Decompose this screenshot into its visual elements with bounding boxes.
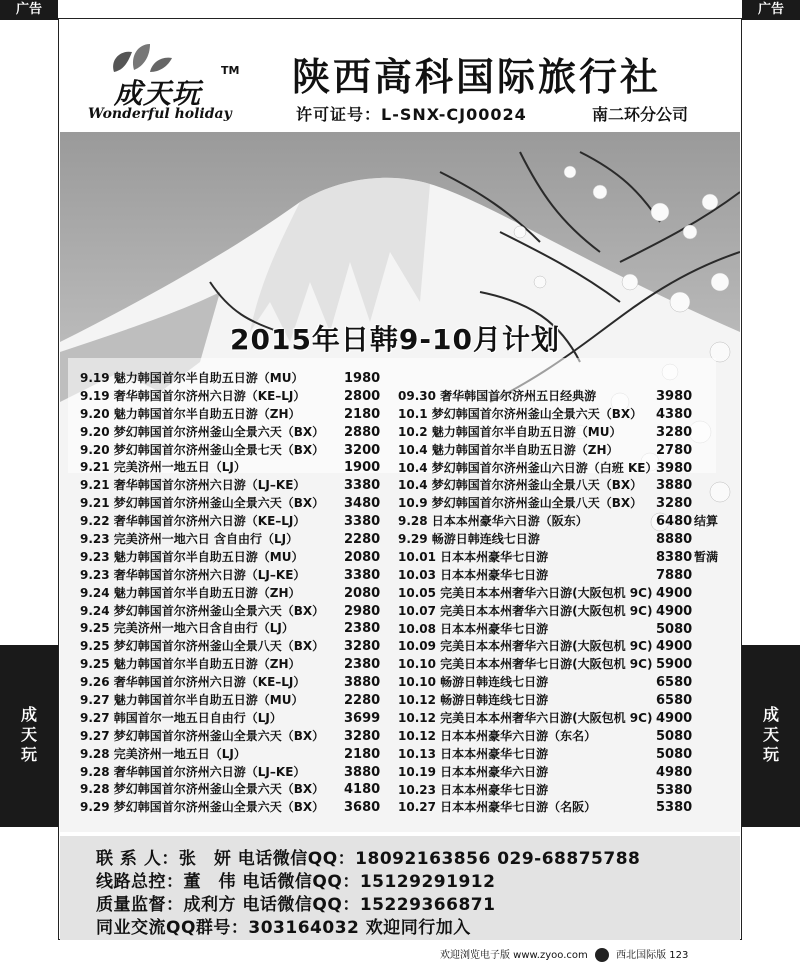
schedule-title: 2015年日韩9-10月计划 [230, 323, 560, 356]
logo-brand: 成天玩 [114, 77, 202, 110]
trip-row [398, 549, 718, 567]
trip-price: 3680 [344, 800, 381, 816]
trip-price: 8380 [656, 550, 693, 566]
trip-price: 3200 [344, 442, 381, 458]
trip-price: 2080 [344, 585, 381, 601]
trip-name: 10.4 梦幻韩国首尔济州釜山六日游（白班 KE） [398, 460, 658, 475]
trip-price: 3280 [656, 424, 693, 440]
trip-row [398, 728, 718, 746]
footer-page-label: 西北国际版 123 [616, 950, 689, 961]
trip-row [80, 495, 396, 513]
trip-name: 9.29 梦幻韩国首尔济州釜山全景六天（BX） [80, 800, 325, 815]
contact-box [60, 836, 740, 940]
trip-price: 5080 [656, 728, 693, 744]
trip-price: 3380 [344, 567, 381, 583]
trip-price: 8880 [656, 532, 693, 548]
agency-name: 陕西高科国际旅行社 [292, 55, 662, 99]
logo [84, 42, 254, 142]
trip-name: 9.24 梦幻韩国首尔济州釜山全景六天（BX） [80, 603, 325, 618]
trip-row [80, 585, 396, 603]
trip-price: 6580 [656, 693, 693, 709]
logo-slogan: Wonderful holiday [88, 106, 232, 122]
trip-row [80, 674, 396, 692]
trip-name: 10.12 畅游日韩连线七日游 [398, 693, 549, 708]
trip-price: 1900 [344, 460, 381, 476]
trip-name: 9.19 奢华韩国首尔济州六日游（KE–LJ） [80, 388, 306, 403]
trip-row [80, 459, 396, 477]
trip-price: 2800 [344, 388, 381, 404]
trip-row [398, 585, 718, 603]
contact-line-quality: 质量监督：成利方 电话微信QQ：15229366871 [96, 895, 496, 915]
trip-name: 10.03 日本本州豪华七日游 [398, 567, 549, 582]
trip-price: 3980 [656, 460, 693, 476]
trip-name: 9.27 魅力韩国首尔半自助五日游（MU） [80, 693, 304, 708]
trip-list-left [80, 370, 396, 817]
trip-name: 9.29 畅游日韩连线七日游 [398, 532, 540, 547]
trip-row [398, 764, 718, 782]
trip-row [80, 513, 396, 531]
trip-row [398, 638, 718, 656]
trip-price: 1980 [344, 371, 381, 386]
trip-price: 6580 [656, 675, 693, 691]
trip-price: 2380 [344, 621, 381, 637]
ad-corner-label-left: 广告 [0, 0, 58, 20]
trip-name: 9.25 魅力韩国首尔半自助五日游（ZH） [80, 657, 301, 672]
trip-name: 9.24 魅力韩国首尔半自助五日游（ZH） [80, 585, 301, 600]
trip-row [80, 406, 396, 424]
trip-price: 4900 [656, 639, 693, 655]
trip-price: 5380 [656, 800, 693, 816]
trip-price: 3380 [344, 514, 381, 530]
trip-price: 4900 [656, 603, 693, 619]
trip-price: 7880 [656, 567, 693, 583]
trip-name: 9.28 完美济州一地五日（LJ） [80, 746, 246, 761]
trip-row [398, 388, 718, 406]
trip-row [398, 656, 718, 674]
header [60, 20, 740, 132]
trip-price: 3480 [344, 496, 381, 512]
trip-row [398, 692, 718, 710]
trip-row [80, 799, 396, 817]
trip-price: 5080 [656, 621, 693, 637]
contact-line-qq-group: 同业交流QQ群号：303164032 欢迎同行加入 [96, 918, 471, 938]
trip-name: 9.28 日本本州豪华六日游（阪东） [398, 514, 588, 529]
trip-name: 9.27 韩国首尔一地五日自由行（LJ） [80, 710, 282, 725]
trip-row [80, 388, 396, 406]
trip-name: 9.20 梦幻韩国首尔济州釜山全景七天（BX） [80, 442, 325, 457]
trip-name: 10.10 畅游日韩连线七日游 [398, 675, 549, 690]
trip-name: 9.25 完美济州一地六日含自由行（LJ） [80, 621, 294, 636]
trip-row [398, 513, 718, 531]
trip-row [80, 781, 396, 799]
trip-row [398, 567, 718, 585]
trip-price: 2780 [656, 442, 693, 458]
license-number: 许可证号：L-SNX-CJ00024 [296, 105, 527, 124]
trip-price: 4900 [656, 585, 693, 601]
trip-row [398, 782, 718, 800]
ad-corner-label-right: 广告 [742, 0, 800, 20]
trip-name: 10.9 梦幻韩国首尔济州釜山全景八天（BX） [398, 496, 643, 511]
trip-row [398, 406, 718, 424]
trip-row [80, 710, 396, 728]
trip-name: 09.30 奢华韩国首尔济州五日经典游 [398, 389, 597, 403]
trip-name: 9.23 奢华韩国首尔济州六日游（LJ–KE） [80, 567, 306, 582]
trip-price: 2080 [344, 549, 381, 565]
trip-name: 10.27 日本本州豪华七日游（名阪） [398, 800, 597, 815]
trip-name: 10.08 日本本州豪华七日游 [398, 621, 549, 636]
trip-name: 10.1 梦幻韩国首尔济州釜山全景六天（BX） [398, 406, 643, 421]
trip-price: 3980 [656, 389, 693, 404]
trip-price: 4380 [656, 406, 693, 422]
trip-list-right [398, 388, 718, 817]
trip-row [80, 442, 396, 460]
trip-price: 2280 [344, 693, 381, 709]
trip-row [398, 603, 718, 621]
trip-row [398, 460, 718, 478]
side-banner-left [0, 645, 58, 827]
footer [440, 946, 688, 962]
trip-row [398, 621, 718, 639]
trip-name: 10.13 日本本州豪华七日游 [398, 746, 549, 761]
trip-row [398, 799, 718, 817]
trip-name: 10.10 完美日本本州奢华七日游(大阪包机 9C) [398, 657, 653, 672]
trip-name: 10.2 魅力韩国首尔半自助五日游（MU） [398, 424, 622, 439]
trip-price: 2180 [344, 746, 381, 762]
trip-name: 10.19 日本本州豪华六日游 [398, 764, 549, 779]
side-banner-right [742, 645, 800, 827]
trip-row [80, 531, 396, 549]
trip-status-note: 结算 [694, 514, 719, 529]
trip-price: 2180 [344, 406, 381, 422]
contact-line-route-manager: 线路总控：董 伟 电话微信QQ：15129291912 [96, 872, 496, 892]
trip-name: 9.19 魅力韩国首尔半自助五日游（MU） [80, 371, 304, 385]
trip-price: 5900 [656, 657, 693, 673]
trip-name: 9.21 奢华韩国首尔济州六日游（LJ–KE） [80, 478, 306, 493]
trip-name: 10.05 完美日本本州奢华六日游(大阪包机 9C) [398, 585, 653, 600]
trip-row [80, 692, 396, 710]
trip-price: 3280 [344, 639, 381, 655]
trip-price: 3280 [656, 496, 693, 512]
trip-row [398, 495, 718, 513]
trip-name: 10.12 完美日本本州奢华六日游(大阪包机 9C) [398, 711, 653, 726]
trip-row [398, 424, 718, 442]
trip-name: 10.4 魅力韩国首尔半自助五日游（ZH） [398, 442, 619, 457]
trip-status-note: 暂满 [694, 550, 719, 565]
trip-row [398, 746, 718, 764]
trip-name: 9.23 完美济州一地六日 含自由行（LJ） [80, 532, 299, 547]
trip-row [80, 656, 396, 674]
trip-row [398, 477, 718, 495]
trip-price: 3380 [344, 478, 381, 494]
trip-name: 10.23 日本本州豪华七日游 [398, 782, 549, 797]
trip-price: 5080 [656, 746, 693, 762]
trip-price: 6480 [656, 514, 693, 530]
trip-price: 2880 [344, 424, 381, 440]
trip-price: 3280 [344, 728, 381, 744]
branch-name: 南二环分公司 [592, 105, 689, 124]
trip-price: 3880 [656, 478, 693, 494]
trip-name: 9.27 梦幻韩国首尔济州釜山全景六天（BX） [80, 728, 325, 743]
trip-row [80, 370, 396, 388]
trip-name: 9.20 梦幻韩国首尔济州釜山全景六天（BX） [80, 424, 325, 439]
trip-price: 2980 [344, 603, 381, 619]
trip-row [398, 442, 718, 460]
trip-name: 10.01 日本本州豪华七日游 [398, 550, 549, 565]
trip-name: 9.21 梦幻韩国首尔济州釜山全景六天（BX） [80, 496, 325, 511]
trip-row [80, 638, 396, 656]
trip-row [80, 728, 396, 746]
trip-name: 10.07 完美日本本州奢华六日游(大阪包机 9C) [398, 603, 653, 618]
trip-name: 9.21 完美济州一地五日（LJ） [80, 460, 246, 475]
trip-row [80, 603, 396, 621]
side-banner-text: 成天玩 [762, 705, 779, 764]
trip-row [80, 549, 396, 567]
trip-price: 3699 [344, 710, 381, 726]
trademark-mark: TM [221, 64, 240, 77]
trip-name: 9.22 奢华韩国首尔济州六日游（KE–LJ） [80, 514, 306, 529]
trip-name: 9.28 奢华韩国首尔济州六日游（LJ–KE） [80, 764, 306, 779]
trip-row [80, 424, 396, 442]
trip-name: 10.12 日本本州豪华六日游（东名） [398, 728, 597, 743]
trip-name: 10.4 梦幻韩国首尔济州釜山全景八天（BX） [398, 478, 643, 493]
trip-row [398, 674, 718, 692]
publication-logo-icon [595, 948, 609, 962]
trip-name: 9.25 梦幻韩国首尔济州釜山全景八天（BX） [80, 639, 325, 654]
trip-row [80, 746, 396, 764]
trip-name: 9.20 魅力韩国首尔半自助五日游（ZH） [80, 406, 301, 421]
trip-name: 9.23 魅力韩国首尔半自助五日游（MU） [80, 549, 304, 564]
trip-name: 9.26 奢华韩国首尔济州六日游（KE–LJ） [80, 675, 306, 690]
contact-line-sales: 联 系 人：张 妍 电话微信QQ：18092163856 029-68875788 [96, 849, 641, 869]
trip-price: 3880 [344, 675, 381, 691]
trip-name: 9.28 梦幻韩国首尔济州釜山全景六天（BX） [80, 782, 325, 797]
trip-price: 4980 [656, 764, 693, 780]
trip-name: 10.09 完美日本本州奢华六日游(大阪包机 9C) [398, 639, 653, 654]
trip-row [80, 477, 396, 495]
trip-row [398, 531, 718, 549]
trip-price: 2380 [344, 657, 381, 673]
trip-price: 4180 [344, 782, 381, 798]
trip-price: 3880 [344, 764, 381, 780]
footer-website: 欢迎浏览电子版 www.zyoo.com [440, 950, 588, 961]
trip-price: 4900 [656, 711, 693, 727]
trip-row [80, 620, 396, 638]
side-banner-text: 成天玩 [20, 705, 37, 764]
trip-price: 2280 [344, 532, 381, 548]
trip-row [398, 710, 718, 728]
trip-price: 5380 [656, 782, 693, 798]
trip-row [80, 567, 396, 585]
trip-row [80, 764, 396, 782]
